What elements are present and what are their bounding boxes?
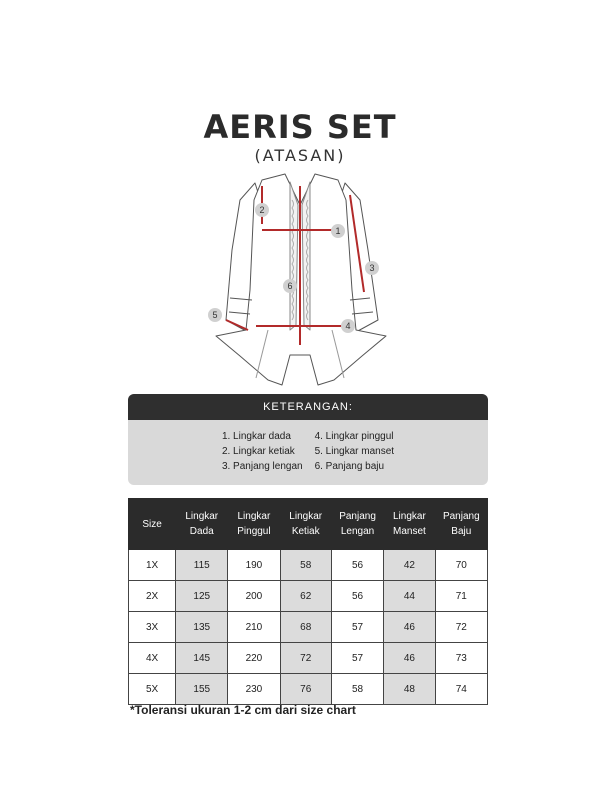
legend-column-1 — [222, 429, 303, 474]
marker-1 — [331, 224, 345, 238]
tolerance-note: *Toleransi ukuran 1-2 cm dari size chart — [130, 703, 356, 717]
table-cell: 56 — [331, 550, 383, 581]
table-cell: 56 — [331, 581, 383, 612]
marker-2 — [255, 203, 269, 217]
table-cell: 70 — [435, 550, 487, 581]
table-cell: 220 — [228, 643, 280, 674]
table-cell: 48 — [384, 674, 435, 705]
page-title: AERIS SET — [203, 108, 397, 146]
svg-text:4: 4 — [345, 321, 351, 331]
table-row — [129, 550, 488, 581]
marker-5 — [208, 308, 222, 322]
table-cell: 46 — [384, 612, 435, 643]
table-cell: 190 — [228, 550, 280, 581]
table-cell: 74 — [435, 674, 487, 705]
table-cell: 71 — [435, 581, 487, 612]
svg-text:2: 2 — [259, 205, 265, 215]
size-cell: 5X — [129, 674, 176, 705]
table-row — [129, 674, 488, 705]
table-cell: 115 — [176, 550, 228, 581]
table-cell: 72 — [435, 612, 487, 643]
svg-text:5: 5 — [212, 310, 218, 320]
size-cell: 4X — [129, 643, 176, 674]
svg-text:3: 3 — [369, 263, 375, 273]
legend-item: 2. Lingkar ketiak — [221, 446, 295, 457]
legend-item: 5. Lingkar manset — [314, 446, 395, 457]
size-cell: 1X — [129, 550, 176, 581]
legend-header: KETERANGAN: — [128, 394, 488, 420]
table-cell: 230 — [228, 674, 280, 705]
table-cell: 155 — [176, 674, 228, 705]
table-cell: 57 — [331, 612, 383, 643]
table-cell: 57 — [331, 643, 383, 674]
column-header: Size — [129, 499, 176, 550]
legend-column-2 — [315, 429, 395, 474]
size-cell: 3X — [129, 612, 176, 643]
column-header: Lingkar Ketiak — [280, 499, 331, 550]
table-cell: 145 — [176, 643, 228, 674]
legend-item: 4. Lingkar pinggul — [314, 431, 394, 442]
legend-box — [128, 394, 488, 485]
table-row — [129, 612, 488, 643]
table-cell: 135 — [176, 612, 228, 643]
page-subtitle: (ATASAN) — [254, 146, 346, 165]
table-cell: 125 — [176, 581, 228, 612]
table-cell: 73 — [435, 643, 487, 674]
column-header: Panjang Baju — [435, 499, 487, 550]
table-row — [129, 581, 488, 612]
legend-item: 3. Panjang lengan — [221, 461, 303, 472]
size-cell: 2X — [129, 581, 176, 612]
table-cell: 210 — [228, 612, 280, 643]
table-cell: 58 — [280, 550, 331, 581]
column-header: Lingkar Dada — [176, 499, 228, 550]
table-cell: 62 — [280, 581, 331, 612]
column-header: Panjang Lengan — [331, 499, 383, 550]
table-cell: 44 — [384, 581, 435, 612]
legend-item: 1. Lingkar dada — [221, 431, 291, 442]
table-cell: 42 — [384, 550, 435, 581]
size-chart-table — [128, 498, 488, 705]
column-header: Lingkar Pinggul — [228, 499, 280, 550]
table-header-row — [129, 499, 488, 550]
svg-text:6: 6 — [287, 281, 293, 291]
marker-4 — [341, 319, 355, 333]
marker-3 — [365, 261, 379, 275]
table-cell: 68 — [280, 612, 331, 643]
svg-text:1: 1 — [335, 226, 341, 236]
table-cell: 76 — [280, 674, 331, 705]
legend-item: 6. Panjang baju — [314, 461, 385, 472]
column-header: Lingkar Manset — [384, 499, 435, 550]
table-row — [129, 643, 488, 674]
table-cell: 72 — [280, 643, 331, 674]
table-cell: 46 — [384, 643, 435, 674]
table-cell: 200 — [228, 581, 280, 612]
marker-6 — [283, 279, 297, 293]
table-cell: 58 — [331, 674, 383, 705]
